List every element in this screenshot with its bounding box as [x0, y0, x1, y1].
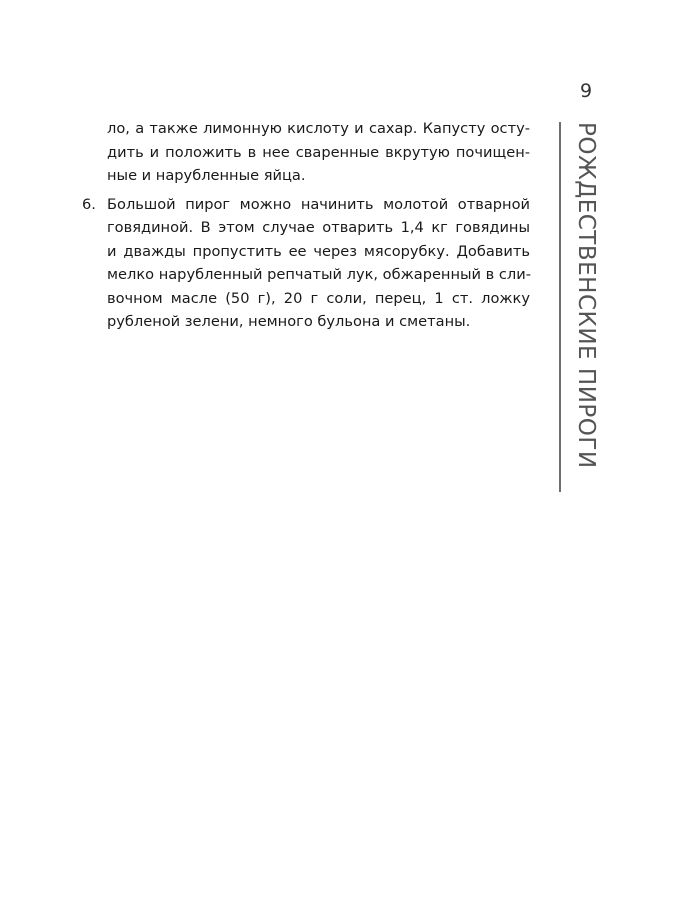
text-line: рубленой зелени, немного бульона и сметаны. [107, 313, 471, 330]
text-line: ные и нарубленные яйца. [107, 167, 306, 184]
text-line: ло, а также лимонную кислоту и сахар. Капусту осту- [107, 120, 530, 137]
list-item-number: 6. [82, 195, 96, 213]
page-number: 9 [579, 80, 593, 102]
running-title: РОЖДЕСТВЕНСКИЕ ПИРОГИ [573, 122, 599, 469]
text-line: и дважды пропустить ее через мясорубку. Добавить [107, 242, 530, 260]
text-line: мелко нарубленный репчатый лук, обжаренный в сли- [107, 266, 532, 283]
body-text [82, 117, 530, 334]
text-line: вочном масле (50 г), 20 г соли, перец, 1 ст. ложку [107, 289, 530, 307]
list-item-6 [82, 193, 530, 334]
text-line: дить и положить в нее сваренные вкрутую почищен- [107, 143, 530, 161]
continued-paragraph [82, 117, 530, 188]
side-rule-divider [559, 122, 561, 492]
text-line: Большой пирог можно начинить молотой отварной [107, 195, 530, 213]
text-line: говядиной. В этом случае отварить 1,4 кг говядины [107, 219, 530, 236]
